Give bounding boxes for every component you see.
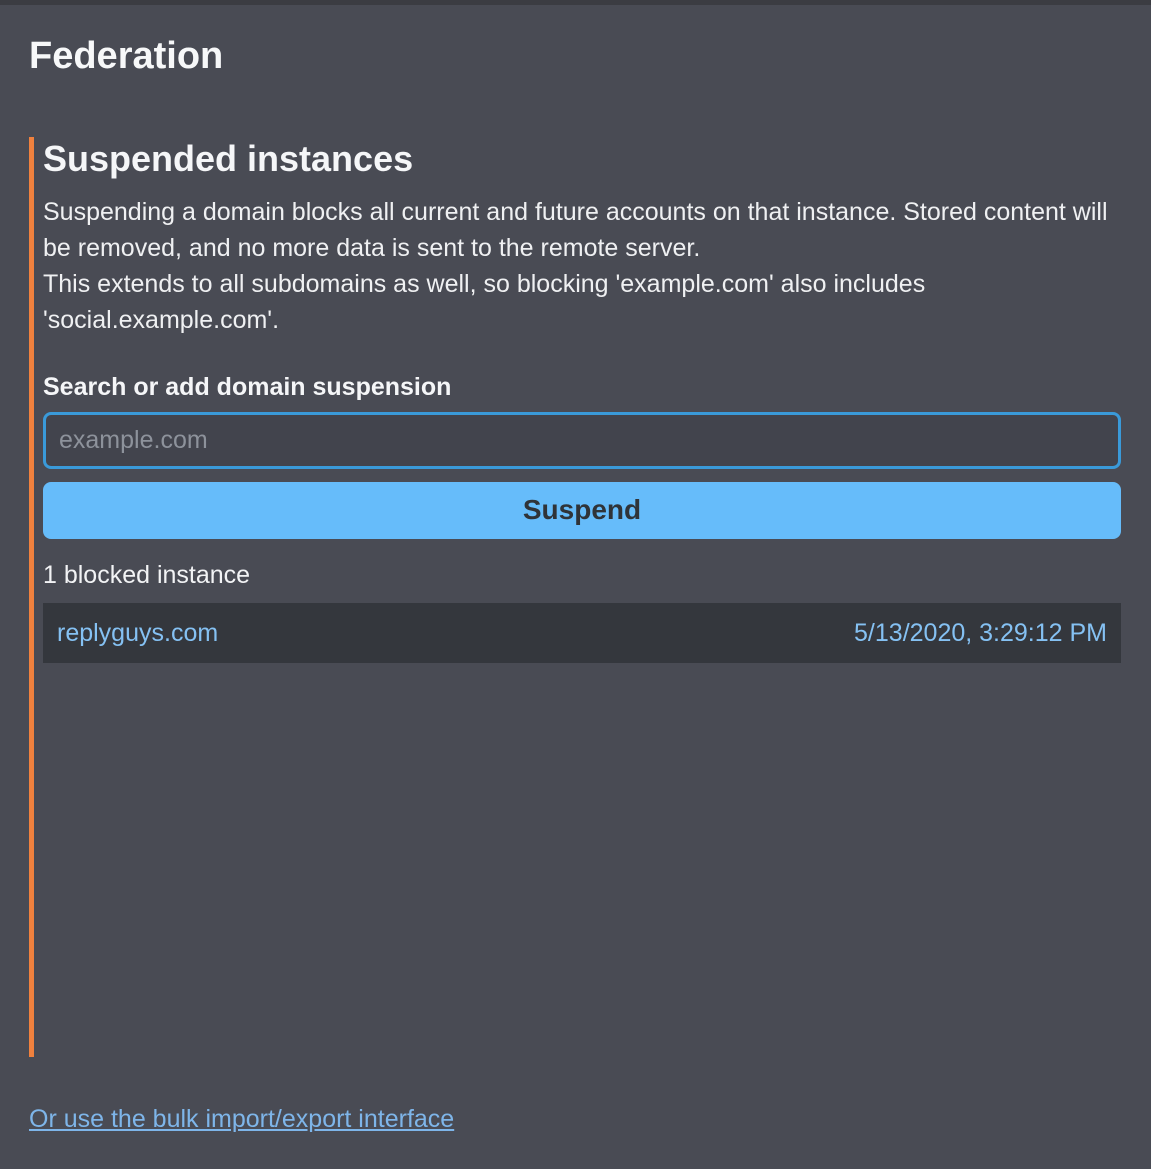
blocked-instance-domain[interactable]: replyguys.com — [57, 618, 219, 647]
blocked-count: 1 blocked instance — [43, 560, 251, 589]
suspend-button[interactable]: Suspend — [43, 482, 1121, 539]
description-paragraph-1: Suspending a domain blocks all current and future accounts on that instance. Stored content will be removed, and no more data is sent to the remote server. — [43, 197, 1108, 262]
bulk-import-export-link[interactable]: Or use the bulk import/export interface — [29, 1104, 455, 1133]
content-top-divider — [0, 0, 1151, 5]
suspended-instances-section — [29, 137, 1121, 1057]
domain-search-input[interactable] — [43, 412, 1121, 469]
federation-page — [0, 33, 1151, 1134]
section-heading: Suspended instances — [43, 137, 414, 179]
description-paragraph-2: This extends to all subdomains as well, so blocking 'example.com' also includes 'social.example.com'. — [43, 269, 926, 334]
blocked-instance-row[interactable] — [43, 603, 1121, 663]
page-title: Federation — [29, 35, 224, 77]
section-description — [43, 194, 1121, 338]
search-label: Search or add domain suspension — [43, 372, 452, 401]
blocked-instance-date: 5/13/2020, 3:29:12 PM — [854, 618, 1107, 647]
